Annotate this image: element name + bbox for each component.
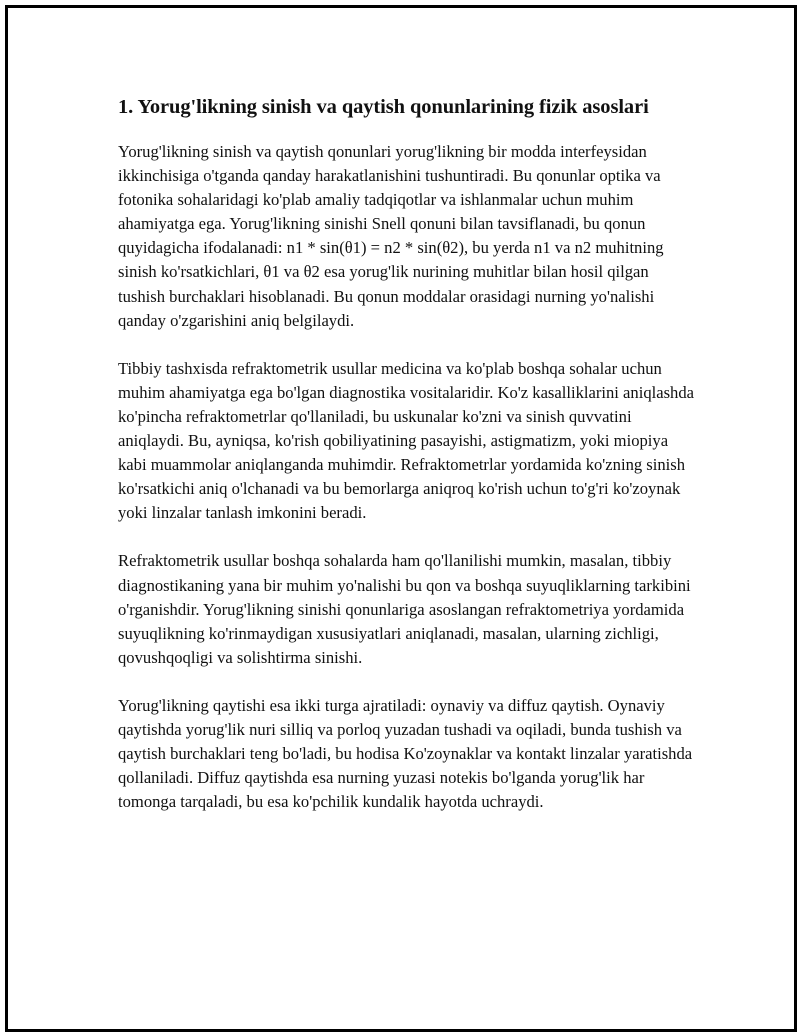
document-body bbox=[118, 94, 698, 838]
paragraph-2: Tibbiy tashxisda refraktometrik usullar medicina va ko'plab boshqa sohalar uchun muhim ahamiyatga ega bo'lgan diagnostika vositalaridir. Ko'z kasalliklarini aniqlashda ko'pincha refraktometrlar qo'llaniladi, bu uskunalar ko'zni va sinish quvvatini aniqlaydi. Bu, ayniqsa, ko'rish qobiliyatining pasayishi, astigmatizm, yoki miopiya kabi muammolar aniqlanganda muhimdir. Refraktometrlar yordamida ko'zning sinish ko'rsatkichi aniq o'lchanadi va bu bemorlarga aniqroq ko'rish uchun to'g'ri ko'zoynak yoki linzalar tanlash imkonini beradi. bbox=[118, 358, 695, 523]
document-title: 1. Yorug'likning sinish va qaytish qonunlarining fizik asoslari bbox=[118, 96, 649, 118]
paragraph-1: Yorug'likning sinish va qaytish qonunlari yorug'likning bir modda interfeysidan ikkinchisiga o'tganda qanday harakatlanishini tushuntiradi. Bu qonunlar optika va fotonika sohalaridagi ko'plab amaliy tadqiqotlar va ishlanmalar uchun muhim ahamiyatga ega. Yorug'likning sinishi Snell qonuni bilan tavsiflanadi, bu qonun quyidagicha ifodalanadi: n1 * sin(θ1) = n2 * sin(θ2), bu yerda n1 va n2 muhitning sinish ko'rsatkichlari, θ1 va θ2 esa yorug'lik nurining muhitlar bilan hosil qilgan tushish burchaklari hisoblanadi. Bu qonun moddalar orasidagi nurning yo'nalishi qanday o'zgarishini aniq belgilaydi. bbox=[118, 142, 664, 330]
paragraph-3: Refraktometrik usullar boshqa sohalarda ham qo'llanilishi mumkin, masalan, tibbiy diagnostikaning yana bir muhim yo'nalishi bu qon va boshqa suyuqliklarning tarkibini o'rganishdir. Yorug'likning sinishi qonunlariga asoslangan refraktometriya yordamida suyuqlikning ko'rinmaydigan xususiyatlari aniqlanadi, masalan, ularning zichligi, qovushqoqligi va solishtirma sinishi. bbox=[118, 551, 691, 667]
paragraph-4: Yorug'likning qaytishi esa ikki turga ajratiladi: oynaviy va diffuz qaytish. Oynaviy qaytishda yorug'lik nuri silliq va porloq yuzadan tushadi va oqiladi, bunda tushish va qaytish burchaklari teng bo'ladi, bu hodisa Ko'zoynaklar va kontakt linzalar yaratishda qollaniladi. Diffuz qaytishda esa nurning yuzasi notekis bo'lganda yorug'lik har tomonga tarqaladi, bu esa ko'pchilik kundalik hayotda uchraydi. bbox=[118, 695, 693, 812]
